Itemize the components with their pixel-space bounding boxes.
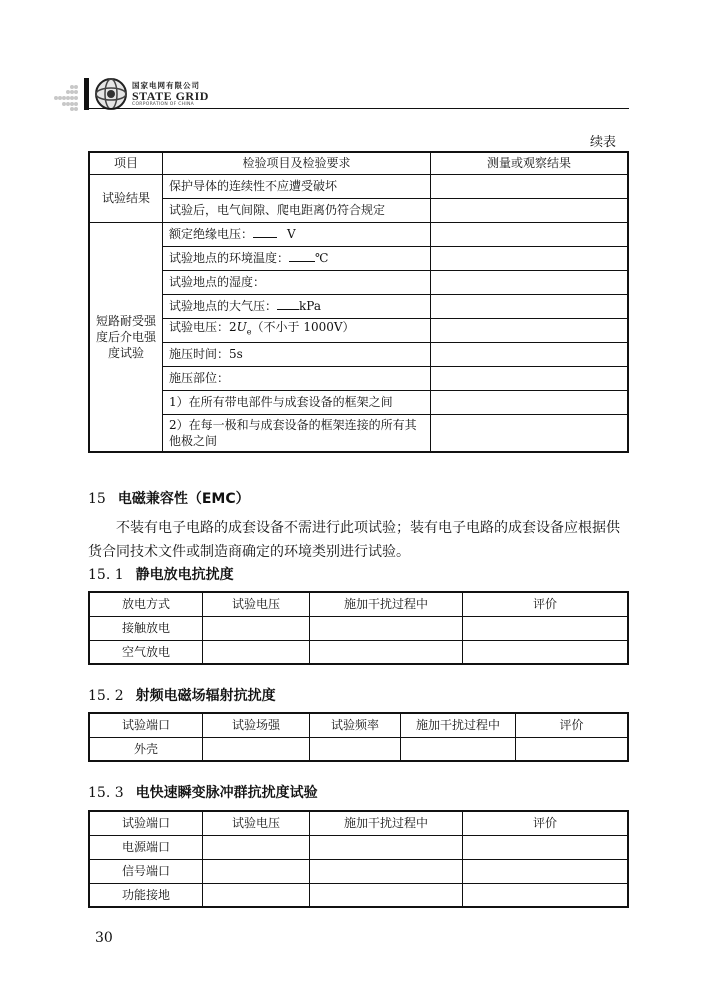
result-cell[interactable] <box>431 270 629 294</box>
column-header: 施加干扰过程中 <box>310 811 463 835</box>
column-header: 评价 <box>463 592 629 616</box>
column-header: 测量或观察结果 <box>431 152 629 174</box>
value-cell[interactable] <box>310 859 463 883</box>
result-cell[interactable] <box>431 246 629 270</box>
temperature-label: 试验地点的环境温度： <box>169 251 290 265</box>
column-header: 施加干扰过程中 <box>310 592 463 616</box>
value-cell[interactable] <box>203 835 310 859</box>
requirement-cell: 2）在每一极和与成套设备的框架连接的所有其他极之间 <box>163 414 431 452</box>
row-label: 空气放电 <box>89 640 203 664</box>
value-cell[interactable] <box>310 835 463 859</box>
company-name-cn: 国家电网有限公司 <box>132 81 200 90</box>
result-cell[interactable] <box>431 318 629 342</box>
table-header-row <box>89 152 628 174</box>
requirement-cell: 1）在所有带电部件与成套设备的框架之间 <box>163 390 431 414</box>
column-header: 试验电压 <box>203 592 310 616</box>
table-header-row <box>89 592 628 616</box>
result-cell[interactable] <box>431 366 629 390</box>
blank-line <box>289 250 315 262</box>
voltage-subscript: e <box>246 327 252 337</box>
table-row <box>89 390 628 414</box>
value-cell[interactable] <box>310 616 463 640</box>
column-header: 检验项目及检验要求 <box>163 152 431 174</box>
state-grid-logo-icon <box>94 78 128 110</box>
section-heading <box>88 488 250 508</box>
voltage-symbol: U <box>236 320 247 335</box>
table-row <box>89 174 628 198</box>
requirement-cell: 试验地点的湿度： <box>163 270 431 294</box>
subsection-number: 15. 2 <box>88 688 124 704</box>
result-cell[interactable] <box>431 342 629 366</box>
unit-label: V <box>287 227 296 241</box>
value-cell[interactable] <box>310 883 463 907</box>
requirement-cell: 试验后，电气间隙、爬电距离仍符合规定 <box>163 198 431 222</box>
result-cell[interactable] <box>431 222 629 246</box>
group-label: 试验结果 <box>89 174 163 222</box>
header-rule <box>88 108 629 109</box>
section-number: 15 <box>88 491 106 507</box>
section-title: 电磁兼容性（EMC） <box>117 491 250 507</box>
table-row <box>89 318 628 342</box>
value-cell[interactable] <box>310 640 463 664</box>
requirement-cell: 施压时间：5s <box>163 342 431 366</box>
table-row <box>89 835 628 859</box>
group-label: 短路耐受强度后介电强度试验 <box>89 222 163 452</box>
unit-label: kPa <box>299 299 321 313</box>
table-row <box>89 294 628 318</box>
result-cell[interactable] <box>431 294 629 318</box>
blank-line <box>253 226 277 238</box>
result-cell[interactable] <box>431 174 629 198</box>
result-cell[interactable] <box>431 390 629 414</box>
table-row <box>89 737 628 761</box>
subsection-number: 15. 1 <box>88 567 124 583</box>
dielectric-test-table <box>88 151 629 453</box>
subsection-title: 静电放电抗扰度 <box>135 567 234 583</box>
test-voltage-note: （不小于 1000V） <box>251 320 355 335</box>
value-cell[interactable] <box>463 883 629 907</box>
value-cell[interactable] <box>401 737 516 761</box>
rf-immunity-table <box>88 712 629 762</box>
value-cell[interactable] <box>463 859 629 883</box>
subsection-heading <box>88 782 318 802</box>
table-row <box>89 616 628 640</box>
table-header-row <box>89 713 628 737</box>
value-cell[interactable] <box>203 883 310 907</box>
page-number: 30 <box>95 930 113 946</box>
section-paragraph: 不装有电子电路的成套设备不需进行此项试验；装有电子电路的成套设备应根据供货合同技术文件或制造商确定的环境类别进行试验。 <box>88 520 620 560</box>
value-cell[interactable] <box>203 640 310 664</box>
column-header: 评价 <box>516 713 629 737</box>
row-label: 功能接地 <box>89 883 203 907</box>
requirement-cell <box>163 318 431 342</box>
column-header: 试验频率 <box>310 713 401 737</box>
unit-label: ℃ <box>315 251 329 265</box>
company-name-en-sub: CORPORATION OF CHINA <box>132 102 195 107</box>
column-header: 试验端口 <box>89 811 203 835</box>
row-label: 外壳 <box>89 737 203 761</box>
column-header: 试验电压 <box>203 811 310 835</box>
rated-voltage-label: 额定绝缘电压： <box>169 227 254 241</box>
table-row <box>89 414 628 452</box>
table-row <box>89 859 628 883</box>
esd-immunity-table <box>88 591 629 665</box>
subsection-number: 15. 3 <box>88 785 124 801</box>
row-label: 信号端口 <box>89 859 203 883</box>
value-cell[interactable] <box>203 859 310 883</box>
subsection-heading <box>88 564 234 584</box>
requirement-cell: 施压部位： <box>163 366 431 390</box>
result-cell[interactable] <box>431 414 629 452</box>
requirement-cell <box>163 222 431 246</box>
header-dot-pattern-icon <box>52 84 78 112</box>
value-cell[interactable] <box>463 616 629 640</box>
requirement-cell <box>163 294 431 318</box>
table-row <box>89 222 628 246</box>
column-header: 放电方式 <box>89 592 203 616</box>
blank-line <box>277 298 299 310</box>
test-voltage-label: 试验电压：2 <box>169 320 237 335</box>
table-row <box>89 883 628 907</box>
column-header: 项目 <box>89 152 163 174</box>
table-row <box>89 246 628 270</box>
subsection-title: 射频电磁场辐射抗扰度 <box>135 688 276 704</box>
column-header: 评价 <box>463 811 629 835</box>
header-vertical-bar <box>84 78 89 110</box>
row-label: 接触放电 <box>89 616 203 640</box>
column-header: 试验端口 <box>89 713 203 737</box>
value-cell[interactable] <box>203 737 310 761</box>
table-row <box>89 198 628 222</box>
row-label: 电源端口 <box>89 835 203 859</box>
table-row <box>89 270 628 294</box>
value-cell[interactable] <box>463 835 629 859</box>
subsection-heading <box>88 685 276 705</box>
requirement-cell: 保护导体的连续性不应遭受破坏 <box>163 174 431 198</box>
company-name-en: STATE GRID <box>132 89 209 103</box>
table-row <box>89 366 628 390</box>
requirement-cell <box>163 246 431 270</box>
eft-immunity-table <box>88 810 629 908</box>
result-cell[interactable] <box>431 198 629 222</box>
continued-label: 续表 <box>590 135 617 150</box>
value-cell[interactable] <box>310 737 401 761</box>
table-row <box>89 342 628 366</box>
value-cell[interactable] <box>463 640 629 664</box>
value-cell[interactable] <box>516 737 629 761</box>
value-cell[interactable] <box>203 616 310 640</box>
table-header-row <box>89 811 628 835</box>
column-header: 施加干扰过程中 <box>401 713 516 737</box>
pressure-label: 试验地点的大气压： <box>169 299 278 313</box>
table-row <box>89 640 628 664</box>
column-header: 试验场强 <box>203 713 310 737</box>
subsection-title: 电快速瞬变脉冲群抗扰度试验 <box>135 785 318 801</box>
